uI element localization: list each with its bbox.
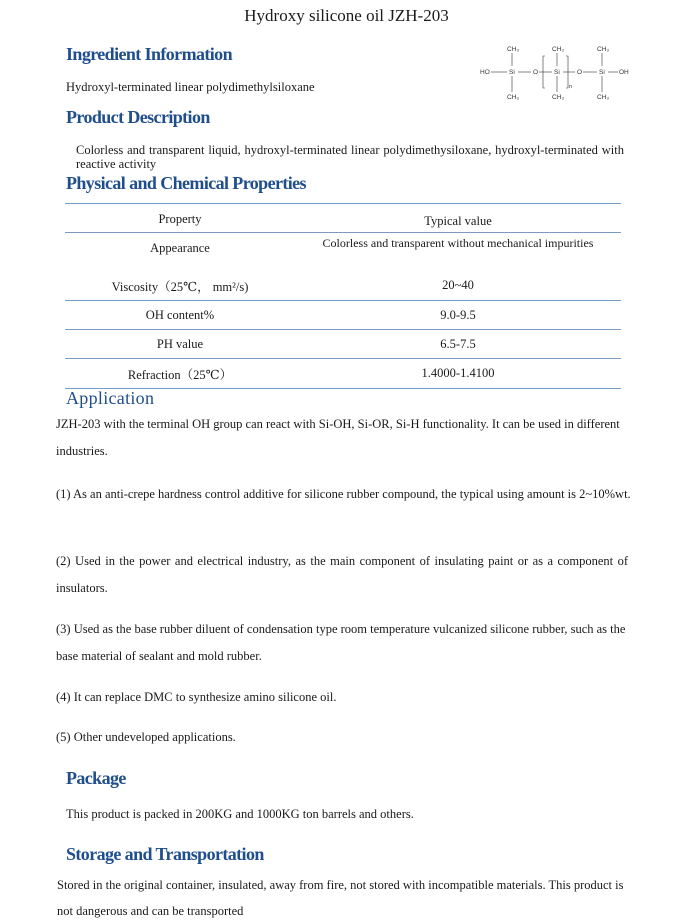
row-value: 6.5-7.5 xyxy=(295,330,621,359)
properties-heading: Physical and Chemical Properties xyxy=(66,173,306,193)
ingredient-heading: Ingredient Information xyxy=(66,44,232,64)
formula-ch3-top-1: CH₃ xyxy=(507,46,520,53)
row-property: PH value xyxy=(65,330,295,359)
package-heading: Package xyxy=(66,768,126,788)
row-property: Viscosity（25℃， mm²/s) xyxy=(65,271,295,301)
formula-ch3-top-3: CH₃ xyxy=(597,46,610,53)
document-title: Hydroxy silicone oil JZH-203 xyxy=(244,6,449,25)
row-property: Refraction（25℃） xyxy=(65,359,295,389)
row-value-appearance: Colorless and transparent without mechanical impurities xyxy=(322,236,594,250)
formula-si-2: Si xyxy=(554,69,560,76)
formula-si-1: Si xyxy=(509,69,515,76)
formula-si-3: Si xyxy=(599,69,605,76)
row-property: OH content% xyxy=(65,301,295,330)
formula-ho: HO xyxy=(480,69,490,76)
table-row xyxy=(65,301,621,330)
package-text: This product is packed in 200KG and 1000KG ton barrels and others. xyxy=(66,807,414,821)
formula-oh: OH xyxy=(619,69,629,76)
storage-text: Stored in the original container, insulated, away from fire, not stored with incompatible materials. This product is not dangerous and can be transported xyxy=(57,878,624,918)
table-row xyxy=(65,330,621,359)
formula-ch3-bottom-1: CH₃ xyxy=(507,94,520,101)
description-heading: Product Description xyxy=(66,107,210,127)
formula-n: n xyxy=(569,84,573,90)
application-item: (2) Used in the power and electrical industry, as the main component of insulating paint or as a component of insulators. xyxy=(56,554,628,595)
application-item: (3) Used as the base rubber diluent of condensation type room temperature vulcanized silicone rubber, such as the base material of sealant and mold rubber. xyxy=(56,622,626,663)
column-header-property: Property xyxy=(65,204,295,272)
application-item: (4) It can replace DMC to synthesize amino silicone oil. xyxy=(56,690,337,704)
formula-o-1: O xyxy=(533,69,539,76)
row-value: 20~40 xyxy=(295,271,621,301)
table-row xyxy=(65,359,621,389)
application-intro: JZH-203 with the terminal OH group can react with Si-OH, Si-OR, Si-H functionality. It can be used in different industries. xyxy=(56,417,620,458)
properties-table xyxy=(65,203,621,389)
ingredient-text: Hydroxyl-terminated linear polydimethylsiloxane xyxy=(66,80,315,94)
formula-ch3-bottom-3: CH₃ xyxy=(597,94,610,101)
header-divider xyxy=(65,232,621,233)
formula-o-2: O xyxy=(577,69,583,76)
structural-formula-diagram xyxy=(478,42,638,102)
application-item: (5) Other undeveloped applications. xyxy=(56,730,236,744)
description-text: Colorless and transparent liquid, hydroxyl-terminated linear polydimethysiloxane, hydroxyl-terminated with reactive activity xyxy=(76,143,624,171)
table-row xyxy=(65,271,621,301)
application-item: (1) As an anti-crepe hardness control additive for silicone rubber compound, the typical using amount is 2~10%wt. xyxy=(56,487,631,501)
row-value: 1.4000-1.4100 xyxy=(295,359,621,389)
column-header-typical-value: Typical value xyxy=(295,204,621,272)
formula-ch3-bottom-2: CH₃ xyxy=(552,94,565,101)
storage-heading: Storage and Transportation xyxy=(66,844,264,864)
application-heading: Application xyxy=(66,388,155,408)
formula-ch3-top-2: CH₃ xyxy=(552,46,565,53)
row-value: 9.0-9.5 xyxy=(295,301,621,330)
row-property-appearance: Appearance xyxy=(150,241,210,255)
